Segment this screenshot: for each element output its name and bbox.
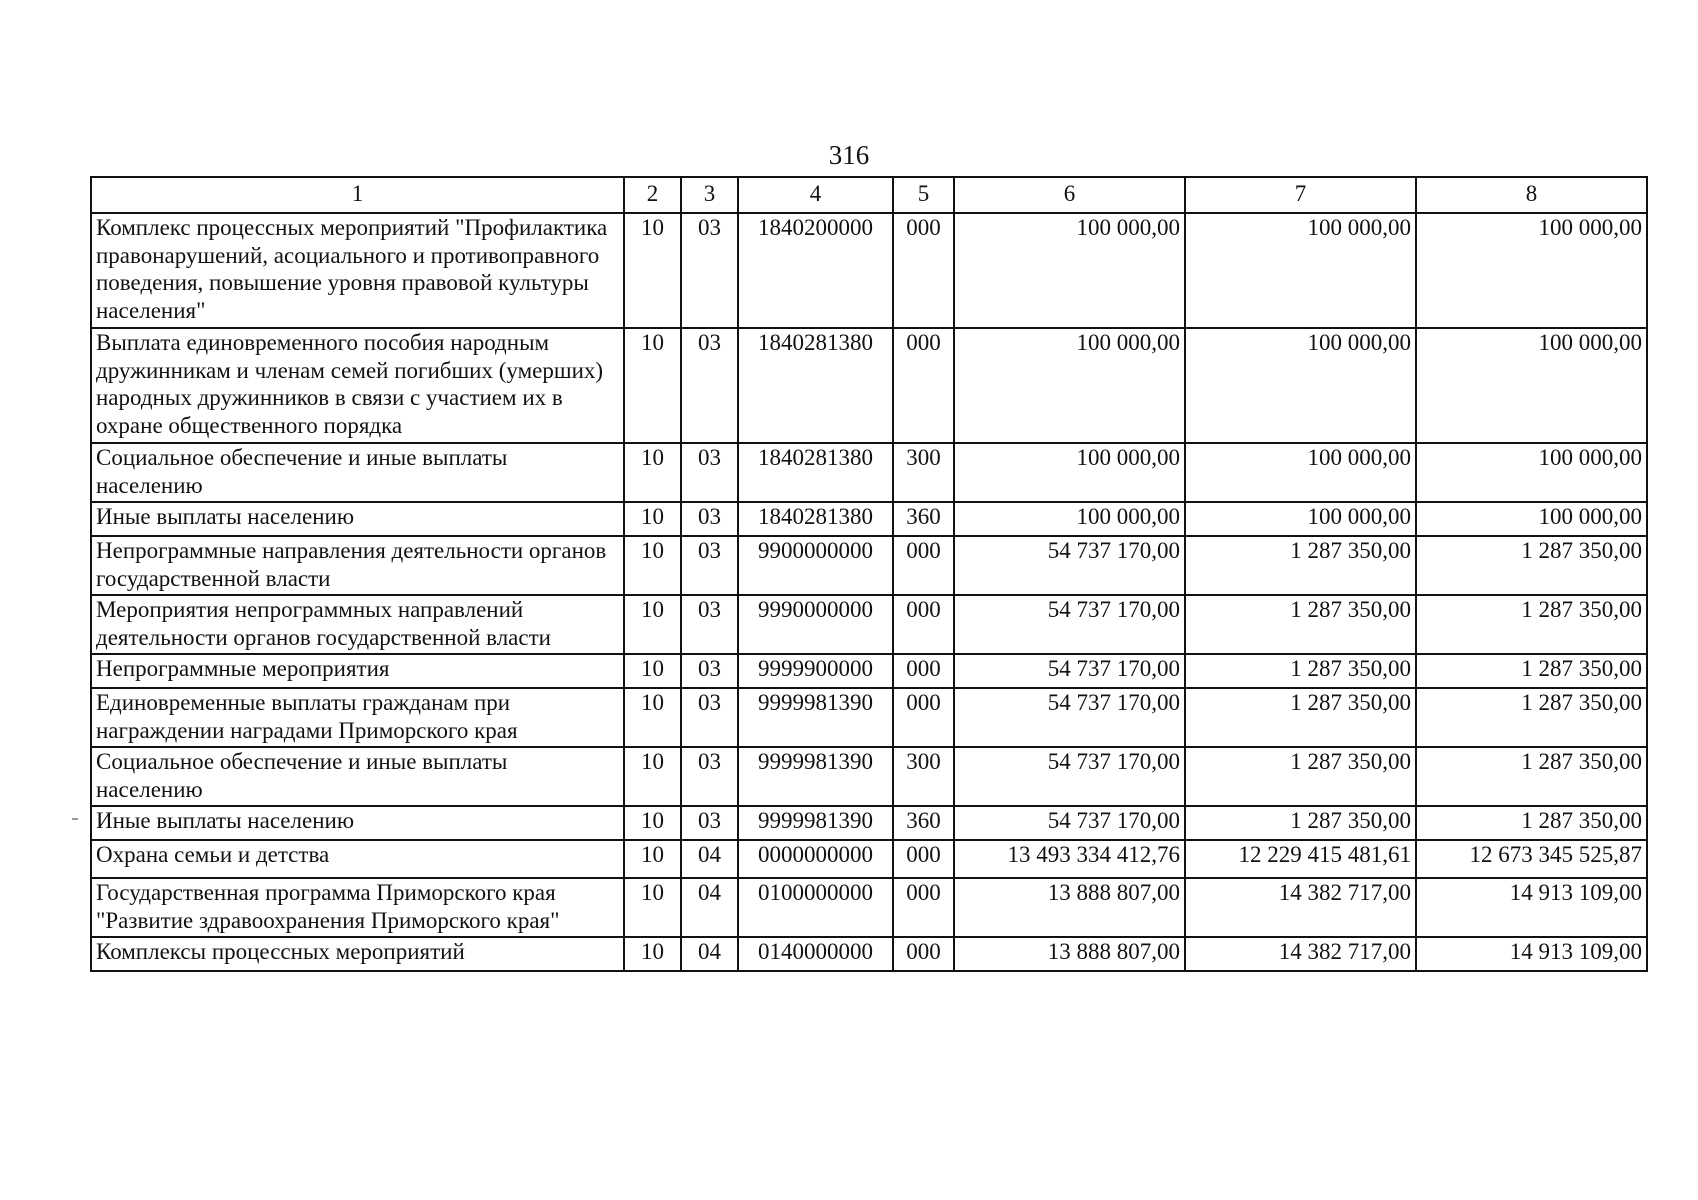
section-code-cell: 10 (624, 937, 681, 971)
row-name-cell: Государственная программа Приморского края "Развитие здравоохранения Приморского края" (91, 878, 624, 937)
column-header: 2 (624, 177, 681, 213)
page-number: 316 (828, 140, 870, 170)
section-code-cell: 10 (624, 502, 681, 536)
amount-cell-6: 13 888 807,00 (954, 878, 1185, 937)
row-name-cell: Иные выплаты населению (91, 502, 624, 536)
column-header: 7 (1185, 177, 1416, 213)
table-row (91, 654, 1647, 688)
table-row (91, 806, 1647, 840)
section-code-cell: 10 (624, 536, 681, 595)
amount-cell-8: 1 287 350,00 (1416, 595, 1647, 654)
expense-type-cell: 000 (893, 595, 954, 654)
expense-type-cell: 000 (893, 654, 954, 688)
subsection-code-cell: 03 (681, 502, 738, 536)
amount-cell-7: 1 287 350,00 (1185, 806, 1416, 840)
row-name-cell: Мероприятия непрограммных направлений деятельности органов государственной власти (91, 595, 624, 654)
amount-cell-7: 1 287 350,00 (1185, 747, 1416, 806)
table-row (91, 937, 1647, 971)
section-code-cell: 10 (624, 654, 681, 688)
target-article-cell: 0100000000 (738, 878, 893, 937)
target-article-cell: 9999981390 (738, 688, 893, 747)
amount-cell-6: 54 737 170,00 (954, 806, 1185, 840)
table-row (91, 878, 1647, 937)
row-name-cell: Единовременные выплаты гражданам при награждении наградами Приморского края (91, 688, 624, 747)
subsection-code-cell: 03 (681, 213, 738, 328)
subsection-code-cell: 03 (681, 443, 738, 502)
table-row (91, 595, 1647, 654)
amount-cell-7: 1 287 350,00 (1185, 688, 1416, 747)
amount-cell-6: 54 737 170,00 (954, 654, 1185, 688)
amount-cell-6: 54 737 170,00 (954, 688, 1185, 747)
row-name-cell: Охрана семьи и детства (91, 840, 624, 878)
target-article-cell: 0140000000 (738, 937, 893, 971)
target-article-cell: 9990000000 (738, 595, 893, 654)
section-code-cell: 10 (624, 840, 681, 878)
amount-cell-8: 100 000,00 (1416, 213, 1647, 328)
table-body (91, 213, 1647, 971)
expense-type-cell: 000 (893, 536, 954, 595)
amount-cell-8: 100 000,00 (1416, 502, 1647, 536)
column-header: 6 (954, 177, 1185, 213)
expense-type-cell: 360 (893, 806, 954, 840)
subsection-code-cell: 03 (681, 747, 738, 806)
amount-cell-7: 12 229 415 481,61 (1185, 840, 1416, 878)
section-code-cell: 10 (624, 213, 681, 328)
subsection-code-cell: 04 (681, 878, 738, 937)
table-row (91, 747, 1647, 806)
amount-cell-6: 13 888 807,00 (954, 937, 1185, 971)
amount-cell-6: 100 000,00 (954, 328, 1185, 443)
target-article-cell: 1840281380 (738, 502, 893, 536)
amount-cell-8: 1 287 350,00 (1416, 688, 1647, 747)
target-article-cell: 9999981390 (738, 747, 893, 806)
column-header: 3 (681, 177, 738, 213)
amount-cell-6: 54 737 170,00 (954, 536, 1185, 595)
amount-cell-8: 1 287 350,00 (1416, 654, 1647, 688)
column-header: 1 (91, 177, 624, 213)
amount-cell-7: 1 287 350,00 (1185, 595, 1416, 654)
column-header: 8 (1416, 177, 1647, 213)
target-article-cell: 9999900000 (738, 654, 893, 688)
amount-cell-8: 100 000,00 (1416, 328, 1647, 443)
amount-cell-8: 100 000,00 (1416, 443, 1647, 502)
row-name-cell: Социальное обеспечение и иные выплаты населению (91, 443, 624, 502)
section-code-cell: 10 (624, 878, 681, 937)
column-header: 4 (738, 177, 893, 213)
subsection-code-cell: 03 (681, 536, 738, 595)
row-name-cell: Комплекс процессных мероприятий "Профилактика правонарушений, асоциального и противоправного поведения, повышение уровня правовой культуры населения" (91, 213, 624, 328)
table-row (91, 688, 1647, 747)
table-row (91, 502, 1647, 536)
amount-cell-6: 100 000,00 (954, 443, 1185, 502)
table-row (91, 840, 1647, 878)
amount-cell-7: 14 382 717,00 (1185, 878, 1416, 937)
budget-table (90, 176, 1648, 972)
table-row (91, 213, 1647, 328)
column-header: 5 (893, 177, 954, 213)
section-code-cell: 10 (624, 328, 681, 443)
row-name-cell: Комплексы процессных мероприятий (91, 937, 624, 971)
expense-type-cell: 000 (893, 878, 954, 937)
scan-speck (72, 818, 78, 820)
amount-cell-8: 1 287 350,00 (1416, 536, 1647, 595)
expense-type-cell: 360 (893, 502, 954, 536)
expense-type-cell: 000 (893, 328, 954, 443)
row-name-cell: Выплата единовременного пособия народным дружинникам и членам семей погибших (умерших) народных дружинников в связи с участием их в охране общественного порядка (91, 328, 624, 443)
expense-type-cell: 000 (893, 213, 954, 328)
amount-cell-8: 14 913 109,00 (1416, 937, 1647, 971)
subsection-code-cell: 03 (681, 654, 738, 688)
table-row (91, 328, 1647, 443)
amount-cell-8: 1 287 350,00 (1416, 806, 1647, 840)
amount-cell-6: 100 000,00 (954, 213, 1185, 328)
expense-type-cell: 000 (893, 937, 954, 971)
amount-cell-7: 14 382 717,00 (1185, 937, 1416, 971)
table-row (91, 443, 1647, 502)
amount-cell-6: 54 737 170,00 (954, 595, 1185, 654)
amount-cell-7: 100 000,00 (1185, 443, 1416, 502)
target-article-cell: 1840281380 (738, 443, 893, 502)
section-code-cell: 10 (624, 806, 681, 840)
target-article-cell: 9900000000 (738, 536, 893, 595)
subsection-code-cell: 03 (681, 806, 738, 840)
expense-type-cell: 000 (893, 688, 954, 747)
expense-type-cell: 300 (893, 443, 954, 502)
row-name-cell: Иные выплаты населению (91, 806, 624, 840)
amount-cell-7: 100 000,00 (1185, 213, 1416, 328)
subsection-code-cell: 03 (681, 688, 738, 747)
subsection-code-cell: 04 (681, 937, 738, 971)
amount-cell-7: 1 287 350,00 (1185, 536, 1416, 595)
amount-cell-6: 100 000,00 (954, 502, 1185, 536)
amount-cell-7: 1 287 350,00 (1185, 654, 1416, 688)
target-article-cell: 1840281380 (738, 328, 893, 443)
amount-cell-8: 14 913 109,00 (1416, 878, 1647, 937)
row-name-cell: Социальное обеспечение и иные выплаты населению (91, 747, 624, 806)
expense-type-cell: 300 (893, 747, 954, 806)
amount-cell-6: 13 493 334 412,76 (954, 840, 1185, 878)
table-row (91, 536, 1647, 595)
amount-cell-7: 100 000,00 (1185, 328, 1416, 443)
expense-type-cell: 000 (893, 840, 954, 878)
target-article-cell: 9999981390 (738, 806, 893, 840)
amount-cell-6: 54 737 170,00 (954, 747, 1185, 806)
row-name-cell: Непрограммные направления деятельности органов государственной власти (91, 536, 624, 595)
amount-cell-7: 100 000,00 (1185, 502, 1416, 536)
section-code-cell: 10 (624, 747, 681, 806)
amount-cell-8: 12 673 345 525,87 (1416, 840, 1647, 878)
amount-cell-8: 1 287 350,00 (1416, 747, 1647, 806)
subsection-code-cell: 04 (681, 840, 738, 878)
section-code-cell: 10 (624, 688, 681, 747)
subsection-code-cell: 03 (681, 595, 738, 654)
target-article-cell: 0000000000 (738, 840, 893, 878)
subsection-code-cell: 03 (681, 328, 738, 443)
section-code-cell: 10 (624, 595, 681, 654)
section-code-cell: 10 (624, 443, 681, 502)
row-name-cell: Непрограммные мероприятия (91, 654, 624, 688)
target-article-cell: 1840200000 (738, 213, 893, 328)
column-number-row (91, 177, 1647, 213)
